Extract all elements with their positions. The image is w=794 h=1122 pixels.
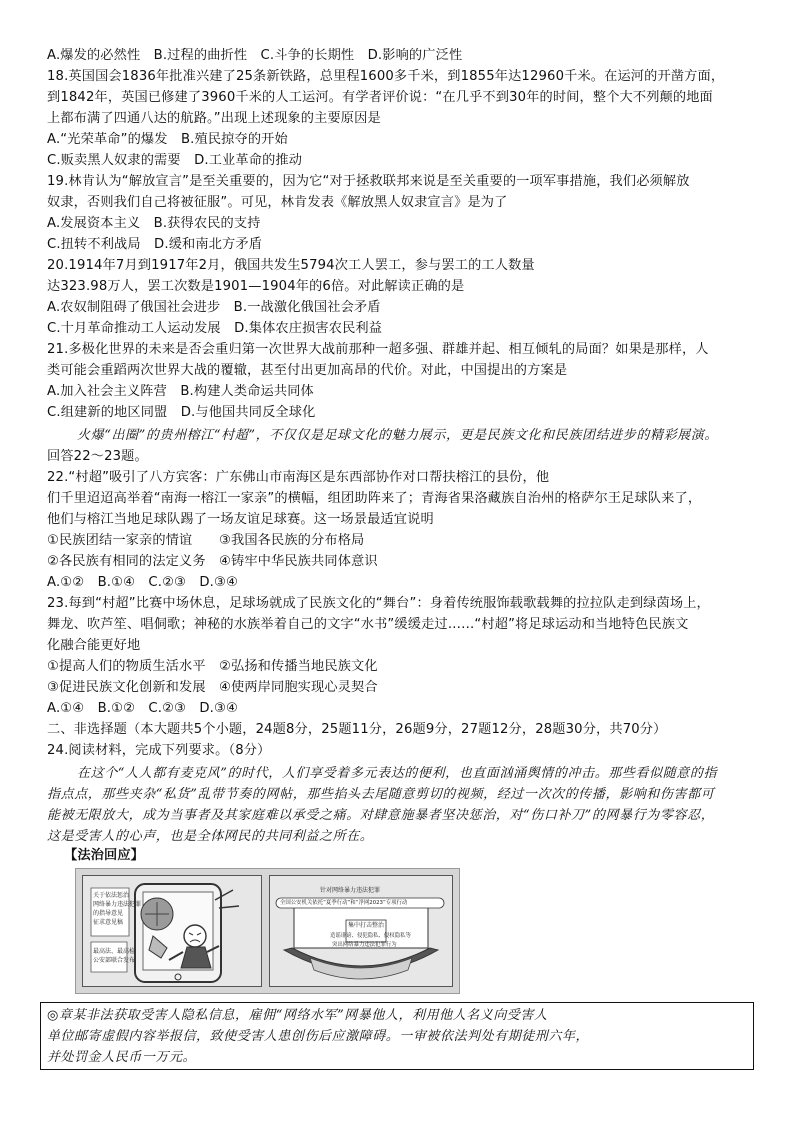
legal-case-line2: 单位邮寄虚假内容举报信，致使受害人患创伤后应激障碍。一审被依法判处有期徒刑六年， [47,1029,590,1044]
left-panel-caption-3: 的指导意见 [93,910,124,917]
q18-stem-line2: 到1842年，英国已修建了3960千米的人工运河。有学者评价说：“在几乎不到30年的时间，整个大不列颠的地面 [47,90,713,105]
section-two-heading: 二、非选择题（本大题共5个小题，24题8分，25题11分，26题9分，27题12分，28题30分，共70分） [47,722,667,737]
q24-material-line1: 在这个“人人都有麦克风”的时代，人们享受着多元表达的便利，也直面汹涌舆情的冲击。那些看似随意的指 [77,766,718,781]
q23-stem-line2: 舞龙、吹芦笙、唱侗歌；神秘的水族举着自己的文字“水书”缓缓走过……“村超”将足球运动和当地特色民族文 [47,617,689,632]
q20-options-cd: C.十月革命推动工人运动发展 D.集体农庄损害农民利益 [47,321,383,336]
left-panel-caption-2: 网络暴力违法犯罪 [93,901,142,908]
left-illustration-panel [82,875,262,987]
q20-stem-line1: 20.1914年7月到1917年2月，俄国共发生5794次工人罢工，参与罢工的工人数量 [47,258,535,273]
q22-stem-line3: 他们与榕江当地足球队踢了一场友谊足球赛。这一场景最适宜说明 [47,512,434,527]
q19-stem-line2: 奴隶，否则我们自己将被征服”。可见，林肯发表《解放黑人奴隶宣言》是为了 [47,195,508,210]
material-intro-line1: 火爆“出圈”的贵州榕江“村超”，不仅仅是足球文化的魅力展示，更是民族文化和民族团结进步的精彩展演。 [77,428,718,443]
legal-case-line1: ◎章某非法获取受害人隐私信息，雇佣“网络水军”网暴他人，利用他人名义向受害人 [47,1008,548,1023]
right-panel-campaign: 全国公安机关依托“夏季行动”和“净网2023”专项行动 [280,900,408,906]
q17-options: A.爆发的必然性 B.过程的曲折性 C.斗争的长期性 D.影响的广泛性 [47,48,463,63]
left-panel-caption-5: 最高法、最高检 [93,948,136,955]
q21-stem-line1: 21.多极化世界的未来是否会重归第一次世界大战前那种一超多强、群雄并起、相互倾轧的局面？如果是那样，人 [47,342,709,357]
left-panel-caption-1: 关于依法惩治 [93,892,130,899]
right-panel-targets: 造谣诽谤、侵犯隐私、侵权隐私等 [330,933,411,939]
q24-stem: 24.阅读材料，完成下列要求。（8分） [47,743,271,758]
legal-case-line3: 并处罚金人民币一万元。 [47,1050,197,1065]
q23-items-3-4: ③促进民族文化创新和发展 ④使两岸同胞实现心灵契合 [47,680,378,695]
q21-options-ab: A.加入社会主义阵营 B.构建人类命运共同体 [47,384,314,399]
right-illustration-panel [269,875,453,987]
q24-material-line2: 指点点，那些夹杂“私货”乱带节奏的网帖，那些掐头去尾随意剪切的视频，经过一次次的传播，影响和伤害都可 [47,787,715,802]
q18-stem-line1: 18.英国国会1836年批准兴建了25条新铁路，总里程1600多千米，到1855年达12960千米。在运河的开凿方面， [47,69,725,84]
q24-material-line3: 能被无限放大，成为当事者及其家庭难以承受之痛。对肆意施暴者坚决惩治，对“伤口补刀”的网暴行为零容忍， [47,808,715,823]
legal-response-heading: 【法治回应】 [64,848,145,863]
q19-options-cd: C.扭转不利战局 D.缓和南北方矛盾 [47,237,263,252]
q22-items-2-4: ②各民族有相同的法定义务 ④铸牢中华民族共同体意识 [47,554,378,569]
right-panel-targets-2: 突出网络暴力违法犯罪行为 [332,942,397,948]
material-intro-line2: 回答22～23题。 [47,449,148,464]
q21-options-cd: C.组建新的地区同盟 D.与他国共同反全球化 [47,405,316,420]
q18-options-ab: A.“光荣革命”的爆发 B.殖民掠夺的开始 [47,132,288,147]
q20-stem-line2: 达323.98万人，罢工次数是1901—1904年的6倍。对此解读正确的是 [47,279,465,294]
legal-case-box [40,1002,754,1070]
q22-stem-line1: 22.“村超”吸引了八方宾客：广东佛山市南海区是东西部协作对口帮扶榕江的县份，他 [47,470,550,485]
q20-options-ab: A.农奴制阻碍了俄国社会进步 B.一战激化俄国社会矛盾 [47,300,381,315]
right-panel-action: 集中打击整治 [348,922,385,929]
q18-options-cd: C.贩卖黑人奴隶的需要 D.工业革命的推动 [47,153,303,168]
q21-stem-line2: 类可能会重蹈两次世界大战的覆辙，甚至付出更加高昂的代价。对此，中国提出的方案是 [47,363,568,378]
q22-options: A.①② B.①④ C.②③ D.③④ [47,575,238,590]
q22-stem-line2: 们千里迢迢高举着“南海一榕江一家亲”的横幅，组团助阵来了；青海省果洛藏族自治州的格萨尔王足球队来了， [47,491,702,506]
q18-stem-line3: 上都布满了四通八达的航路。”出现上述现象的主要原因是 [47,111,381,126]
q19-options-ab: A.发展资本主义 B.获得农民的支持 [47,216,261,231]
q23-options: A.①④ B.①② C.②③ D.③④ [47,701,238,716]
q23-stem-line1: 23.每到“村超”比赛中场休息，足球场就成了民族文化的“舞台”：身着传统服饰载歌载舞的拉拉队走到绿茵场上， [47,596,710,611]
left-panel-caption-6: 公安部联合发布 [93,957,136,964]
q19-stem-line1: 19.林肯认为“解放宣言”是至关重要的，因为它“对于拯救联邦来说是至关重要的一项军事措施，我们必须解放 [47,174,690,189]
q23-stem-line3: 化融合能更好地 [47,638,141,653]
right-panel-title: 针对网络暴力违法犯罪 [320,887,381,894]
q23-items-1-2: ①提高人们的物质生活水平 ②弘扬和传播当地民族文化 [47,659,378,674]
left-panel-caption-4: 征求意见稿 [93,919,124,926]
q22-items-1-3: ①民族团结一家亲的情谊 ③我国各民族的分布格局 [47,533,365,548]
legal-response-illustration [75,868,460,994]
q24-material-line4: 这是受害人的心声，也是全体网民的共同利益之所在。 [47,829,374,844]
